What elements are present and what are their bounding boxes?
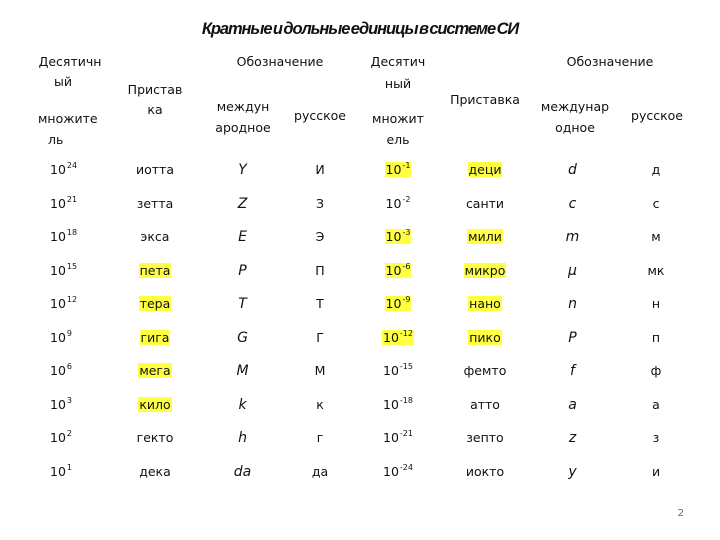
right-factor <box>385 263 412 278</box>
right-russian-cell <box>612 158 700 181</box>
left-intl-cell <box>200 393 285 417</box>
left-prefix: кило <box>139 397 171 412</box>
left-intl-cell <box>200 359 285 383</box>
right-prefix-cell <box>440 292 530 315</box>
left-russian-symbol: З <box>315 196 324 211</box>
left-russian-cell <box>280 426 360 449</box>
header-left-designation: Обозначение <box>236 54 324 69</box>
left-factor-base: 10 <box>50 229 66 244</box>
left-intl-symbol: da <box>233 464 252 480</box>
left-prefix: иотта <box>136 162 174 177</box>
left-intl-symbol: E <box>238 229 247 245</box>
right-russian-cell <box>612 225 700 248</box>
left-factor-cell <box>50 426 110 451</box>
left-prefix-cell <box>120 460 190 483</box>
right-factor-base: 10 <box>383 397 399 412</box>
left-prefix: гекто <box>136 430 174 445</box>
left-russian-cell <box>280 225 360 248</box>
left-prefix-cell <box>120 292 190 315</box>
right-intl-cell <box>530 426 615 450</box>
left-factor-cell <box>50 460 110 485</box>
right-russian-cell <box>612 426 700 449</box>
right-factor <box>385 296 412 311</box>
right-intl-symbol: c <box>568 196 577 212</box>
right-intl-symbol: d <box>568 162 577 178</box>
right-russian-symbol: з <box>652 430 660 445</box>
right-factor-exponent: -21 <box>399 429 413 438</box>
left-intl-cell <box>200 225 285 249</box>
left-factor <box>50 296 77 311</box>
left-prefix: гига <box>140 330 170 345</box>
left-russian-symbol: да <box>311 464 329 479</box>
left-factor <box>50 397 72 412</box>
left-factor-cell <box>50 359 110 384</box>
left-factor-exponent: 2 <box>66 429 72 438</box>
right-prefix: атто <box>470 397 500 412</box>
right-factor-exponent: -6 <box>402 262 411 271</box>
right-russian-cell <box>612 259 700 282</box>
left-factor-cell <box>50 192 110 217</box>
right-factor <box>383 363 413 378</box>
right-factor <box>383 430 413 445</box>
header-left-factor-1: Десятичн <box>38 54 102 69</box>
right-factor-base: 10 <box>383 430 399 445</box>
left-russian-symbol: И <box>315 162 325 177</box>
left-prefix: дека <box>139 464 171 479</box>
right-factor-exponent: -9 <box>402 295 411 304</box>
right-russian-cell <box>612 359 700 382</box>
left-factor-base: 10 <box>50 363 66 378</box>
right-factor-exponent: -2 <box>402 195 411 204</box>
left-factor-cell <box>50 225 110 250</box>
left-intl-symbol: T <box>238 296 247 312</box>
right-prefix-cell <box>440 460 530 483</box>
left-factor-base: 10 <box>50 397 66 412</box>
left-factor-cell <box>50 326 110 351</box>
left-factor-cell <box>50 393 110 418</box>
left-factor-cell <box>50 259 110 284</box>
left-factor <box>50 363 72 378</box>
right-factor <box>385 162 412 177</box>
header-left-intl-2: ародное <box>215 120 271 135</box>
right-russian-symbol: н <box>651 296 661 311</box>
right-factor-cell <box>358 192 438 217</box>
right-russian-symbol: п <box>651 330 661 345</box>
header-right-factor-3: множит <box>372 111 424 126</box>
right-intl-symbol: P <box>568 330 577 346</box>
right-prefix-cell <box>440 393 530 416</box>
right-intl-symbol: μ <box>568 263 577 279</box>
left-russian-cell <box>280 259 360 282</box>
left-factor <box>50 229 77 244</box>
header-right-russian: русское <box>631 108 683 123</box>
right-factor-exponent: -12 <box>399 329 413 338</box>
right-russian-symbol: ф <box>650 363 662 378</box>
left-russian-cell <box>280 393 360 416</box>
left-prefix: зетта <box>136 196 174 211</box>
right-factor <box>382 330 414 345</box>
right-factor-base: 10 <box>385 263 402 278</box>
header-left-intl-1: междун <box>216 99 270 114</box>
left-factor <box>50 196 77 211</box>
left-factor <box>50 263 77 278</box>
right-prefix-cell <box>440 225 530 248</box>
right-prefix: иокто <box>465 464 505 479</box>
right-prefix: зепто <box>466 430 504 445</box>
right-prefix-cell <box>440 359 530 382</box>
right-factor-cell <box>358 426 438 451</box>
left-intl-symbol: M <box>236 363 249 379</box>
right-factor-base: 10 <box>385 296 402 311</box>
right-intl-symbol: z <box>568 430 577 446</box>
left-factor-exponent: 9 <box>66 329 72 338</box>
right-intl-cell <box>530 460 615 484</box>
left-russian-cell <box>280 460 360 483</box>
left-prefix-cell <box>120 326 190 349</box>
left-prefix: экса <box>140 229 170 244</box>
left-intl-cell <box>200 158 285 182</box>
right-factor-exponent: -15 <box>399 362 413 371</box>
right-intl-symbol: n <box>568 296 577 312</box>
left-factor-base: 10 <box>50 162 66 177</box>
right-russian-cell <box>612 292 700 315</box>
left-intl-symbol: h <box>238 430 247 446</box>
right-factor-base: 10 <box>385 229 402 244</box>
right-prefix-cell <box>440 158 530 181</box>
left-factor-cell <box>50 292 110 317</box>
right-prefix-cell <box>440 192 530 215</box>
right-intl-cell <box>530 225 615 249</box>
right-factor-cell <box>358 158 438 183</box>
left-factor <box>50 430 72 445</box>
right-intl-symbol: f <box>570 363 575 379</box>
left-russian-symbol: г <box>316 430 324 445</box>
left-factor-cell <box>50 158 110 183</box>
header-left-factor-2: ый <box>54 74 72 89</box>
right-factor-cell <box>358 359 438 384</box>
left-russian-symbol: к <box>316 397 324 412</box>
right-russian-symbol: с <box>652 196 660 211</box>
right-factor-exponent: -24 <box>399 463 413 472</box>
right-factor-exponent: -1 <box>402 161 411 170</box>
left-intl-cell <box>200 292 285 316</box>
header-left-factor-3: множите <box>38 111 98 126</box>
left-factor-base: 10 <box>50 330 66 345</box>
right-factor-exponent: -18 <box>399 396 413 405</box>
right-factor-cell <box>358 460 438 485</box>
header-left-prefix-2: ка <box>147 102 163 117</box>
right-factor-base: 10 <box>385 162 402 177</box>
left-factor-base: 10 <box>50 296 66 311</box>
left-russian-symbol: М <box>314 363 326 378</box>
left-factor <box>50 162 77 177</box>
right-intl-cell <box>530 359 615 383</box>
left-russian-symbol: Г <box>316 330 324 345</box>
header-right-intl-2: одное <box>555 120 595 135</box>
left-intl-symbol: k <box>238 397 247 413</box>
right-intl-cell <box>530 326 615 350</box>
left-intl-cell <box>200 259 285 283</box>
right-russian-symbol: м <box>651 229 661 244</box>
right-factor-cell <box>358 326 438 351</box>
left-factor-exponent: 12 <box>66 295 78 304</box>
right-prefix-cell <box>440 426 530 449</box>
left-prefix: тера <box>139 296 171 311</box>
left-factor-exponent: 6 <box>66 362 72 371</box>
right-factor <box>385 229 412 244</box>
right-intl-symbol: a <box>568 397 577 413</box>
left-intl-symbol: P <box>238 263 247 279</box>
left-prefix-cell <box>120 158 190 181</box>
left-factor-base: 10 <box>50 263 66 278</box>
left-factor-exponent: 18 <box>66 228 78 237</box>
right-intl-symbol: y <box>568 464 577 480</box>
header-right-intl-1: междунар <box>540 99 610 114</box>
right-prefix-cell <box>440 259 530 282</box>
left-factor-exponent: 21 <box>66 195 78 204</box>
right-factor-exponent: -3 <box>402 228 411 237</box>
right-factor <box>383 464 413 479</box>
left-russian-cell <box>280 158 360 181</box>
right-factor-cell <box>358 393 438 418</box>
left-prefix: пета <box>139 263 171 278</box>
header-right-designation: Обозначение <box>566 54 654 69</box>
left-factor <box>50 464 72 479</box>
left-intl-symbol: Z <box>237 196 248 212</box>
left-intl-cell <box>200 192 285 216</box>
left-russian-symbol: П <box>315 263 325 278</box>
left-prefix-cell <box>120 192 190 215</box>
header-right-prefix: Приставка <box>450 92 520 107</box>
left-prefix-cell <box>120 359 190 382</box>
right-russian-cell <box>612 460 700 483</box>
left-intl-symbol: G <box>237 330 248 346</box>
header-right-factor-4: ель <box>386 132 410 147</box>
left-intl-cell <box>200 460 285 484</box>
left-prefix-cell <box>120 225 190 248</box>
left-russian-symbol: Э <box>315 229 325 244</box>
right-intl-symbol: m <box>565 229 580 245</box>
left-russian-cell <box>280 292 360 315</box>
left-intl-cell <box>200 326 285 350</box>
right-prefix: фемто <box>463 363 507 378</box>
right-intl-cell <box>530 259 615 283</box>
page-title: Кратные и дольные единицы в системе СИ <box>201 20 519 38</box>
left-russian-cell <box>280 359 360 382</box>
right-prefix-cell <box>440 326 530 349</box>
left-prefix-cell <box>120 426 190 449</box>
left-prefix: мега <box>139 363 171 378</box>
left-factor <box>50 330 72 345</box>
left-russian-cell <box>280 192 360 215</box>
right-factor-base: 10 <box>383 363 399 378</box>
left-factor-exponent: 15 <box>66 262 78 271</box>
left-russian-cell <box>280 326 360 349</box>
left-factor-exponent: 1 <box>66 463 72 472</box>
right-intl-cell <box>530 393 615 417</box>
header-right-factor-1: Десятич <box>370 54 426 69</box>
left-factor-base: 10 <box>50 464 66 479</box>
right-factor-base: 10 <box>385 196 402 211</box>
left-factor-exponent: 24 <box>66 161 78 170</box>
right-prefix: деци <box>468 162 502 177</box>
right-russian-cell <box>612 326 700 349</box>
right-factor <box>386 196 411 211</box>
right-prefix: нано <box>469 296 501 311</box>
left-prefix-cell <box>120 259 190 282</box>
right-intl-cell <box>530 292 615 316</box>
left-factor-base: 10 <box>50 196 66 211</box>
header-right-factor-2: ный <box>384 76 412 91</box>
left-russian-symbol: Т <box>316 296 324 311</box>
right-russian-symbol: мк <box>647 263 665 278</box>
right-russian-symbol: и <box>651 464 661 479</box>
page-number: 2 <box>677 508 684 519</box>
right-russian-symbol: а <box>652 397 660 412</box>
right-prefix: мили <box>468 229 502 244</box>
right-prefix: санти <box>465 196 505 211</box>
right-factor-cell <box>358 259 438 284</box>
header-left-factor-4: ль <box>48 132 64 147</box>
right-intl-cell <box>530 158 615 182</box>
left-prefix-cell <box>120 393 190 416</box>
right-russian-cell <box>612 192 700 215</box>
right-russian-symbol: д <box>651 162 661 177</box>
left-intl-symbol: Y <box>238 162 247 178</box>
left-intl-cell <box>200 426 285 450</box>
right-prefix: пико <box>469 330 501 345</box>
right-factor <box>383 397 413 412</box>
right-prefix: микро <box>464 263 506 278</box>
right-factor-base: 10 <box>383 464 399 479</box>
right-factor-cell <box>358 225 438 250</box>
left-factor-exponent: 3 <box>66 396 72 405</box>
header-left-russian: русское <box>294 108 346 123</box>
left-factor-base: 10 <box>50 430 66 445</box>
header-left-prefix-1: Пристав <box>127 82 183 97</box>
right-russian-cell <box>612 393 700 416</box>
right-factor-cell <box>358 292 438 317</box>
right-factor-base: 10 <box>383 330 399 345</box>
right-intl-cell <box>530 192 615 216</box>
